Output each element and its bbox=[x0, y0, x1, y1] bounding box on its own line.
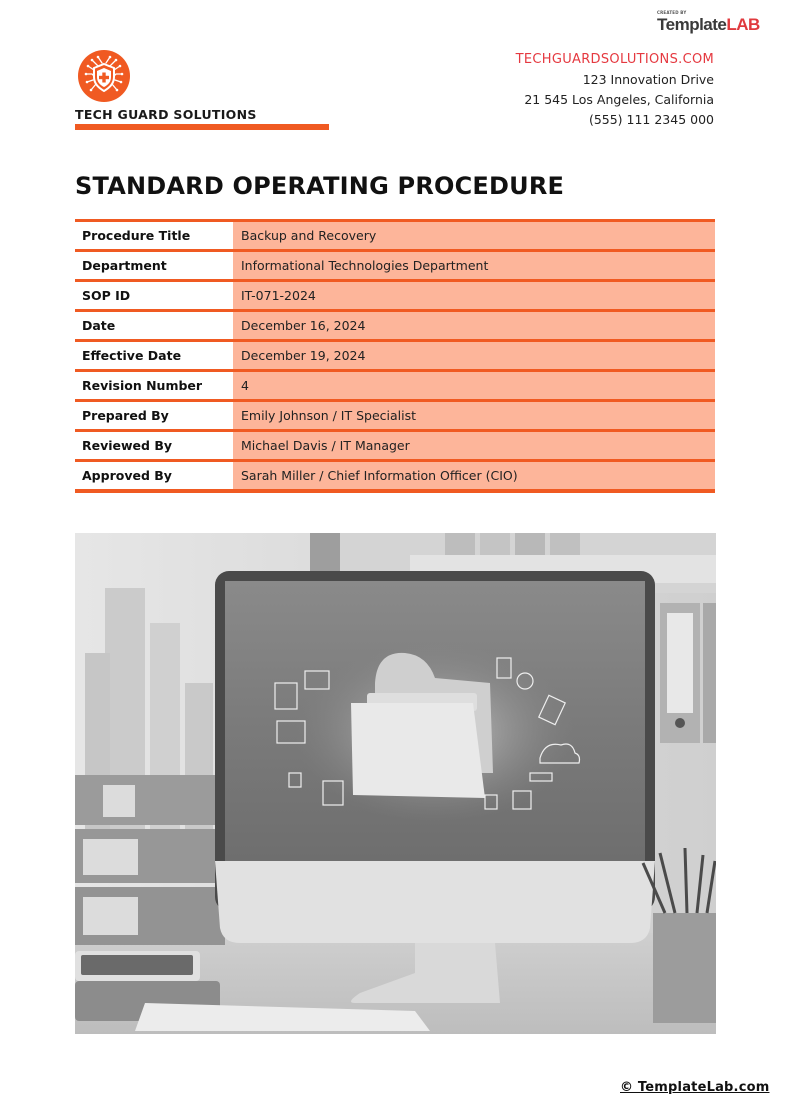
table-row bbox=[75, 281, 715, 311]
templatelab-brand-logo bbox=[657, 10, 772, 38]
row-label: SOP ID bbox=[75, 281, 233, 311]
row-value: Backup and Recovery bbox=[233, 221, 715, 251]
company-website[interactable]: TECHGUARDSOLUTIONS.COM bbox=[515, 52, 714, 67]
created-by-label: CREATED BY bbox=[657, 10, 687, 15]
row-label: Reviewed By bbox=[75, 431, 233, 461]
company-accent-bar bbox=[75, 124, 329, 130]
address-line-2: 21 545 Los Angeles, California bbox=[524, 92, 714, 107]
table-row bbox=[75, 461, 715, 492]
row-label: Approved By bbox=[75, 461, 233, 492]
row-value: Sarah Miller / Chief Information Officer (CIO) bbox=[233, 461, 715, 492]
address-line-1: 123 Innovation Drive bbox=[582, 72, 714, 87]
row-value: December 16, 2024 bbox=[233, 311, 715, 341]
shield-cross-circuit-icon bbox=[78, 50, 130, 102]
table-row bbox=[75, 371, 715, 401]
row-label: Effective Date bbox=[75, 341, 233, 371]
table-row bbox=[75, 431, 715, 461]
table-row bbox=[75, 221, 715, 251]
row-value: Informational Technologies Department bbox=[233, 251, 715, 281]
templatelab-wordmark: TemplateLAB bbox=[657, 15, 760, 34]
row-value: 4 bbox=[233, 371, 715, 401]
row-label: Prepared By bbox=[75, 401, 233, 431]
sop-info-table bbox=[75, 219, 715, 493]
row-label: Department bbox=[75, 251, 233, 281]
hero-image-computer-backup bbox=[75, 533, 716, 1034]
row-value: IT-071-2024 bbox=[233, 281, 715, 311]
row-value: Michael Davis / IT Manager bbox=[233, 431, 715, 461]
document-title: STANDARD OPERATING PROCEDURE bbox=[75, 172, 565, 200]
table-row bbox=[75, 311, 715, 341]
row-value: December 19, 2024 bbox=[233, 341, 715, 371]
contact-block bbox=[516, 50, 714, 130]
row-label: Date bbox=[75, 311, 233, 341]
phone-number: (555) 111 2345 000 bbox=[588, 112, 714, 127]
table-row bbox=[75, 401, 715, 431]
templatelab-copyright-link[interactable]: © TemplateLab.com bbox=[620, 1080, 770, 1095]
table-row bbox=[75, 251, 715, 281]
table-row bbox=[75, 341, 715, 371]
row-label: Procedure Title bbox=[75, 221, 233, 251]
row-label: Revision Number bbox=[75, 371, 233, 401]
row-value: Emily Johnson / IT Specialist bbox=[233, 401, 715, 431]
company-name: TECH GUARD SOLUTIONS bbox=[75, 107, 257, 122]
